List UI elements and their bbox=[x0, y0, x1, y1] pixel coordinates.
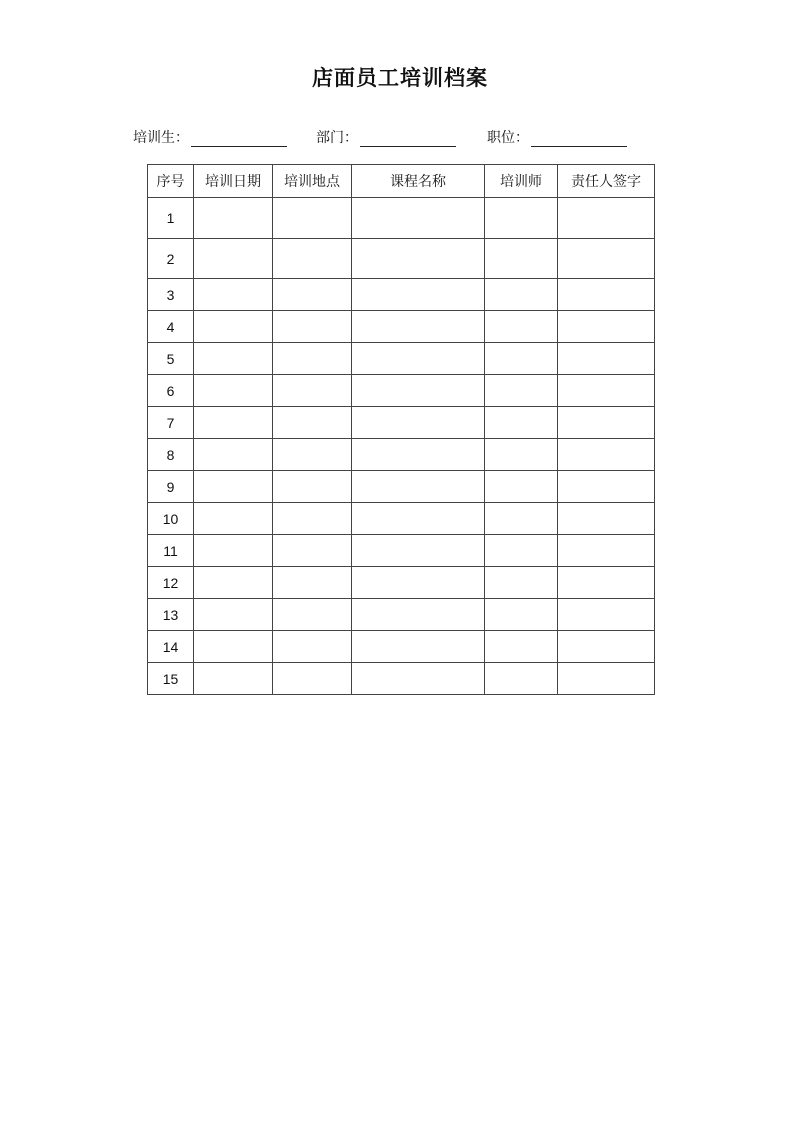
signature-cell[interactable] bbox=[558, 599, 655, 631]
date-cell[interactable] bbox=[194, 279, 273, 311]
location-cell[interactable] bbox=[273, 439, 352, 471]
row-number-cell: 1 bbox=[148, 198, 194, 239]
trainee-field bbox=[133, 127, 287, 147]
row-number-cell: 7 bbox=[148, 407, 194, 439]
location-cell[interactable] bbox=[273, 375, 352, 407]
header-responsible-signature: 责任人签字 bbox=[558, 165, 655, 198]
department-blank-line[interactable] bbox=[360, 130, 456, 147]
header-serial-number: 序号 bbox=[148, 165, 194, 198]
trainer-cell[interactable] bbox=[485, 375, 558, 407]
table-row bbox=[148, 239, 655, 279]
trainer-cell[interactable] bbox=[485, 311, 558, 343]
course-cell[interactable] bbox=[352, 535, 485, 567]
location-cell[interactable] bbox=[273, 471, 352, 503]
row-number-cell: 4 bbox=[148, 311, 194, 343]
location-cell[interactable] bbox=[273, 503, 352, 535]
signature-cell[interactable] bbox=[558, 343, 655, 375]
date-cell[interactable] bbox=[194, 599, 273, 631]
trainer-cell[interactable] bbox=[485, 407, 558, 439]
table-row bbox=[148, 311, 655, 343]
date-cell[interactable] bbox=[194, 503, 273, 535]
course-cell[interactable] bbox=[352, 599, 485, 631]
signature-cell[interactable] bbox=[558, 439, 655, 471]
trainer-cell[interactable] bbox=[485, 279, 558, 311]
trainer-cell[interactable] bbox=[485, 503, 558, 535]
row-number-cell: 3 bbox=[148, 279, 194, 311]
course-cell[interactable] bbox=[352, 471, 485, 503]
row-number-cell: 12 bbox=[148, 567, 194, 599]
date-cell[interactable] bbox=[194, 439, 273, 471]
department-field bbox=[316, 127, 456, 147]
course-cell[interactable] bbox=[352, 279, 485, 311]
trainer-cell[interactable] bbox=[485, 535, 558, 567]
department-label: 部门： bbox=[316, 130, 358, 146]
date-cell[interactable] bbox=[194, 567, 273, 599]
table-row bbox=[148, 567, 655, 599]
course-cell[interactable] bbox=[352, 311, 485, 343]
row-number-cell: 15 bbox=[148, 663, 194, 695]
signature-cell[interactable] bbox=[558, 375, 655, 407]
course-cell[interactable] bbox=[352, 407, 485, 439]
row-number-cell: 13 bbox=[148, 599, 194, 631]
date-cell[interactable] bbox=[194, 198, 273, 239]
trainer-cell[interactable] bbox=[485, 343, 558, 375]
course-cell[interactable] bbox=[352, 631, 485, 663]
trainer-cell[interactable] bbox=[485, 239, 558, 279]
row-number-cell: 5 bbox=[148, 343, 194, 375]
position-label: 职位： bbox=[487, 130, 529, 146]
course-cell[interactable] bbox=[352, 198, 485, 239]
location-cell[interactable] bbox=[273, 631, 352, 663]
table-row bbox=[148, 198, 655, 239]
date-cell[interactable] bbox=[194, 375, 273, 407]
table-row bbox=[148, 343, 655, 375]
date-cell[interactable] bbox=[194, 471, 273, 503]
trainer-cell[interactable] bbox=[485, 663, 558, 695]
signature-cell[interactable] bbox=[558, 407, 655, 439]
date-cell[interactable] bbox=[194, 343, 273, 375]
signature-cell[interactable] bbox=[558, 239, 655, 279]
course-cell[interactable] bbox=[352, 343, 485, 375]
date-cell[interactable] bbox=[194, 663, 273, 695]
training-record-table bbox=[147, 164, 655, 695]
header-trainer: 培训师 bbox=[485, 165, 558, 198]
table-row bbox=[148, 535, 655, 567]
signature-cell[interactable] bbox=[558, 567, 655, 599]
course-cell[interactable] bbox=[352, 439, 485, 471]
trainer-cell[interactable] bbox=[485, 198, 558, 239]
header-training-date: 培训日期 bbox=[194, 165, 273, 198]
course-cell[interactable] bbox=[352, 375, 485, 407]
table-row bbox=[148, 279, 655, 311]
trainee-label: 培训生： bbox=[133, 130, 189, 146]
trainee-blank-line[interactable] bbox=[191, 130, 287, 147]
table-row bbox=[148, 407, 655, 439]
row-number-cell: 10 bbox=[148, 503, 194, 535]
location-cell[interactable] bbox=[273, 535, 352, 567]
trainer-cell[interactable] bbox=[485, 631, 558, 663]
location-cell[interactable] bbox=[273, 343, 352, 375]
location-cell[interactable] bbox=[273, 599, 352, 631]
location-cell[interactable] bbox=[273, 567, 352, 599]
row-number-cell: 2 bbox=[148, 239, 194, 279]
table-row bbox=[148, 375, 655, 407]
location-cell[interactable] bbox=[273, 239, 352, 279]
signature-cell[interactable] bbox=[558, 471, 655, 503]
header-course-name: 课程名称 bbox=[352, 165, 485, 198]
date-cell[interactable] bbox=[194, 631, 273, 663]
signature-cell[interactable] bbox=[558, 279, 655, 311]
row-number-cell: 8 bbox=[148, 439, 194, 471]
location-cell[interactable] bbox=[273, 311, 352, 343]
table-row bbox=[148, 631, 655, 663]
location-cell[interactable] bbox=[273, 407, 352, 439]
signature-cell[interactable] bbox=[558, 535, 655, 567]
location-cell[interactable] bbox=[273, 663, 352, 695]
header-training-location: 培训地点 bbox=[273, 165, 352, 198]
signature-cell[interactable] bbox=[558, 663, 655, 695]
signature-cell[interactable] bbox=[558, 503, 655, 535]
signature-cell[interactable] bbox=[558, 311, 655, 343]
position-field bbox=[487, 127, 627, 147]
row-number-cell: 14 bbox=[148, 631, 194, 663]
signature-cell[interactable] bbox=[558, 631, 655, 663]
row-number-cell: 11 bbox=[148, 535, 194, 567]
row-number-cell: 6 bbox=[148, 375, 194, 407]
trainer-cell[interactable] bbox=[485, 567, 558, 599]
table-header-row bbox=[148, 165, 655, 198]
date-cell[interactable] bbox=[194, 239, 273, 279]
date-cell[interactable] bbox=[194, 535, 273, 567]
trainer-cell[interactable] bbox=[485, 599, 558, 631]
table-row bbox=[148, 663, 655, 695]
table-row bbox=[148, 439, 655, 471]
document-title: 店面员工培训档案 bbox=[312, 65, 488, 90]
course-cell[interactable] bbox=[352, 239, 485, 279]
table-row bbox=[148, 471, 655, 503]
date-cell[interactable] bbox=[194, 311, 273, 343]
location-cell[interactable] bbox=[273, 279, 352, 311]
course-cell[interactable] bbox=[352, 663, 485, 695]
date-cell[interactable] bbox=[194, 407, 273, 439]
trainer-cell[interactable] bbox=[485, 471, 558, 503]
trainer-cell[interactable] bbox=[485, 439, 558, 471]
table-row bbox=[148, 599, 655, 631]
position-blank-line[interactable] bbox=[531, 130, 627, 147]
location-cell[interactable] bbox=[273, 198, 352, 239]
course-cell[interactable] bbox=[352, 567, 485, 599]
table-row bbox=[148, 503, 655, 535]
course-cell[interactable] bbox=[352, 503, 485, 535]
row-number-cell: 9 bbox=[148, 471, 194, 503]
signature-cell[interactable] bbox=[558, 198, 655, 239]
